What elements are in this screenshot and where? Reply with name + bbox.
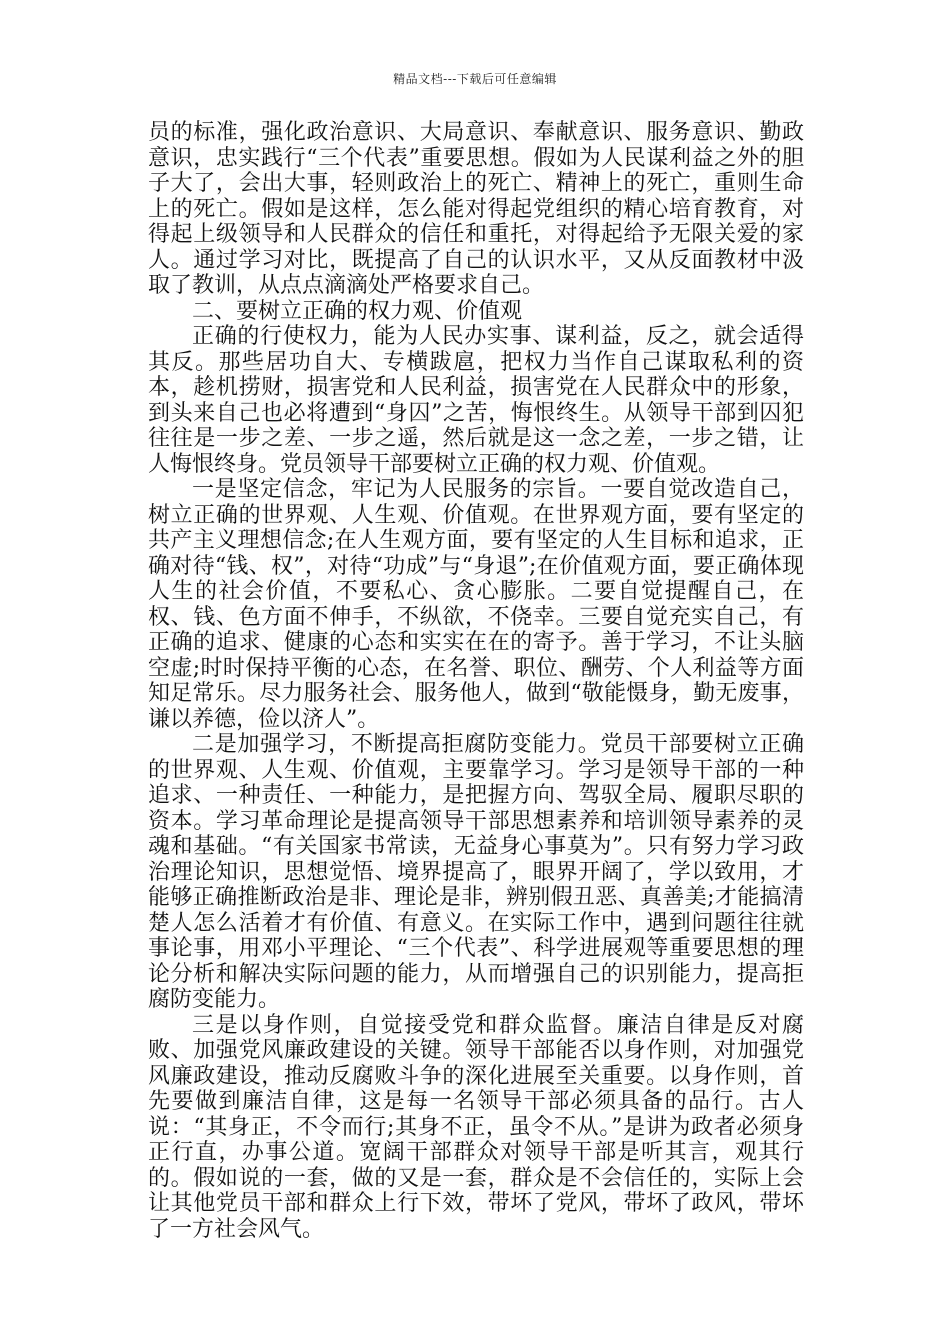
document-body: [148, 120, 804, 1242]
paragraph: 一是坚定信念，牢记为人民服务的宗旨。一要自觉改造自己，树立正确的世界观、人生观、价值观。在世界观方面，要有坚定的共产主义理想信念;在人生观方面，要有坚定的人生目标和追求，正确对待“钱、权”，对待“功成”与“身退”;在价值观方面，要正确体现人生的社会价值，不要私心、贪心膨胀。二要自觉提醒自己，在权、钱、色方面不伸手，不纵欲，不侥幸。三要自觉充实自己，有正确的追求、健康的心态和实实在在的寄予。善于学习，不让头脑空虚;时时保持平衡的心态，在名誉、职位、酬劳、个人利益等方面知足常乐。尽力服务社会、服务他人，做到“敬能慑身，勤无废事，谦以养德，俭以济人”。: [148, 477, 804, 732]
paragraph: 正确的行使权力，能为人民办实事、谋利益，反之，就会适得其反。那些居功自大、专横跋扈，把权力当作自己谋取私利的资本，趁机捞财，损害党和人民利益，损害党在人民群众中的形象，到头来自己也必将遭到“身囚”之苦，悔恨终生。从领导干部到囚犯往往是一步之差、一步之遥，然后就是这一念之差，一步之错，让人悔恨终身。党员领导干部要树立正确的权力观、价值观。: [148, 324, 804, 477]
section-heading: 二、要树立正确的权力观、价值观: [192, 298, 523, 324]
paragraph: 二是加强学习，不断提高拒腐防变能力。党员干部要树立正确的世界观、人生观、价值观，主要靠学习。学习是领导干部的一种追求、一种责任、一种能力，是把握方向、驾驭全局、履职尽职的资本。学习革命理论是提高领导干部思想素养和培训领导素养的灵魂和基础。“有关国家书常读，无益身心事莫为”。只有努力学习政治理论知识，思想觉悟、境界提高了，眼界开阔了，学以致用，才能够正确推断政治是非、理论是非，辨别假丑恶、真善美;才能搞清楚人怎么活着才有价值、有意义。在实际工作中，遇到问题往往就事论事，用邓小平理论、“三个代表”、科学进展观等重要思想的理论分析和解决实际问题的能力，从而增强自己的识别能力，提高拒腐防变能力。: [148, 732, 804, 1012]
page-header: 精品文档---下载后可任意编辑: [393, 72, 557, 86]
paragraph-continued: 员的标准，强化政治意识、大局意识、奉献意识、服务意识、勤政意识，忠实践行“三个代表”重要思想。假如为人民谋利益之外的胆子大了，会出大事，轻则政治上的死亡、精神上的死亡，重则生命上的死亡。假如是这样，怎么能对得起党组织的精心培育教育，对得起上级领导和人民群众的信任和重托，对得起给予无限关爱的家人。通过学习对比，既提高了自己的认识水平，又从反面教材中汲取了教训，从点点滴滴处严格要求自己。: [148, 120, 804, 298]
paragraph: 三是以身作则，自觉接受党和群众监督。廉洁自律是反对腐败、加强党风廉政建设的关键。领导干部能否以身作则，对加强党风廉政建设，推动反腐败斗争的深化进展至关重要。以身作则，首先要做到廉洁自律，这是每一名领导干部必须具备的品行。古人说：“其身正，不令而行;其身不正，虽令不从。”是讲为政者必须身正行直，办事公道。宽阔干部群众对领导干部是听其言，观其行的。假如说的一套，做的又是一套，群众是不会信任的，实际上会让其他党员干部和群众上行下效，带坏了党风，带坏了政风，带坏了一方社会风气。: [148, 1012, 804, 1242]
